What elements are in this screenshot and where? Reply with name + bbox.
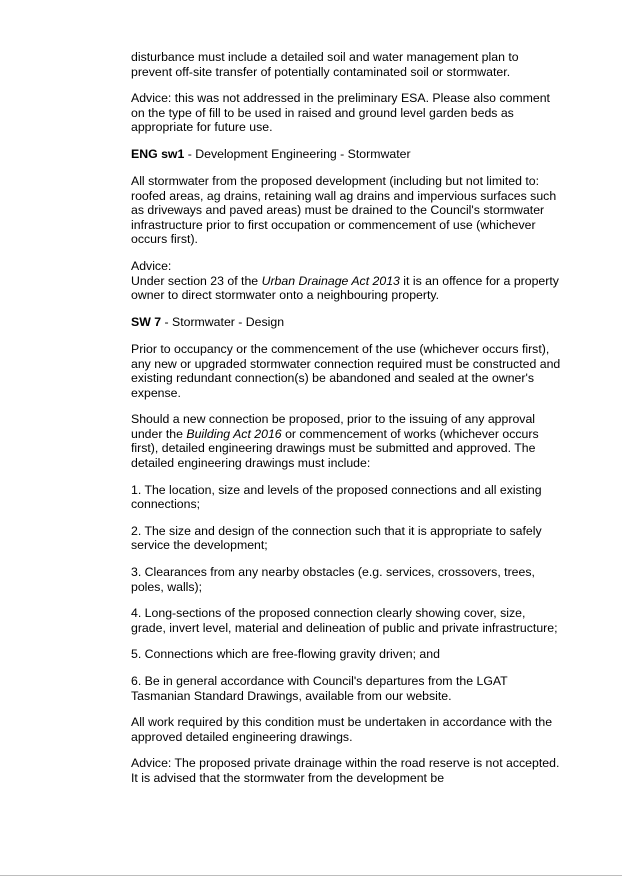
list-item: 1. The location, size and levels of the proposed connections and all existing connections; (131, 482, 542, 512)
list-item: 2. The size and design of the connection such that it is appropriate to safely service the development; (131, 523, 542, 553)
urban-drainage-act-title: Urban Drainage Act 2013 (261, 273, 400, 288)
sw7-p2-pre: Should a new connection be proposed, prior to the issuing of any approval under the (131, 412, 536, 441)
eng-sw1-advice-post: it is an offence for a property owner to direct stormwater onto a neighbouring property. (131, 273, 559, 303)
eng-sw1-advice-label: Advice: (131, 259, 172, 274)
heading-eng-sw1-code: ENG sw1 (131, 146, 185, 161)
paragraph-sw7-advice: Advice: The proposed private drainage within the road reserve is not accepted. It is advised that the stormwater from the development be (131, 756, 560, 785)
paragraph-soil-water-plan: disturbance must include a detailed soil and water management plan to prevent off-site transfer of potentially contaminated soil or stormwater. (131, 50, 519, 79)
heading-sw7 (131, 315, 563, 330)
heading-eng-sw1-title: - Development Engineering - Stormwater (184, 146, 411, 161)
document-body (131, 50, 563, 798)
list-item: 6. Be in general accordance with Council's departures from the LGAT Tasmanian Standard Drawings, available from our website. (131, 674, 508, 703)
list-item: 5. Connections which are free-flowing gravity driven; and (131, 647, 440, 662)
list-item: 3. Clearances from any nearby obstacles (e.g. services, crossovers, trees, poles, walls); (131, 565, 535, 594)
building-act-title: Building Act 2016 (186, 426, 282, 441)
page-bottom-divider (0, 875, 622, 876)
paragraph-sw7-all-work: All work required by this condition must be undertaken in accordance with the approved detailed engineering drawings. (131, 715, 553, 744)
heading-sw7-code: SW 7 (131, 314, 162, 329)
paragraph-sw7-occupancy: Prior to occupancy or the commencement of the use (whichever occurs first), any new or upgraded stormwater connection required must be constructed and existing redundant connection(s) be abandoned and sealed at the owner's expense. (131, 341, 561, 400)
paragraph-sw7-new-connection (131, 412, 563, 470)
paragraph-eng-sw1-advice (131, 274, 563, 303)
list-item: 4. Long-sections of the proposed connection clearly showing cover, size, grade, invert level, material and delineation of public and private infrastructure; (131, 606, 558, 635)
paragraph-advice-esa: Advice: this was not addressed in the preliminary ESA. Please also comment on the type of fill to be used in raised and ground level garden beds as appropriate for future use. (131, 91, 550, 135)
sw7-p2-post: or commencement of works (whichever occurs first), detailed engineering drawings must be submitted and approved. The detailed engineering drawings must include: (131, 426, 539, 471)
eng-sw1-advice-pre: Under section 23 of the (131, 273, 262, 288)
heading-eng-sw1 (131, 147, 563, 162)
heading-sw7-title: - Stormwater - Design (161, 314, 285, 329)
paragraph-eng-sw1-body: All stormwater from the proposed development (including but not limited to: roofed areas, ag drains, retaining wall ag drains and impervious surfaces such as driveways and paved areas) must be drained to the Council's stormwater infrastructure prior to first occupation or commencement of use (whichever occurs first). (131, 174, 557, 247)
